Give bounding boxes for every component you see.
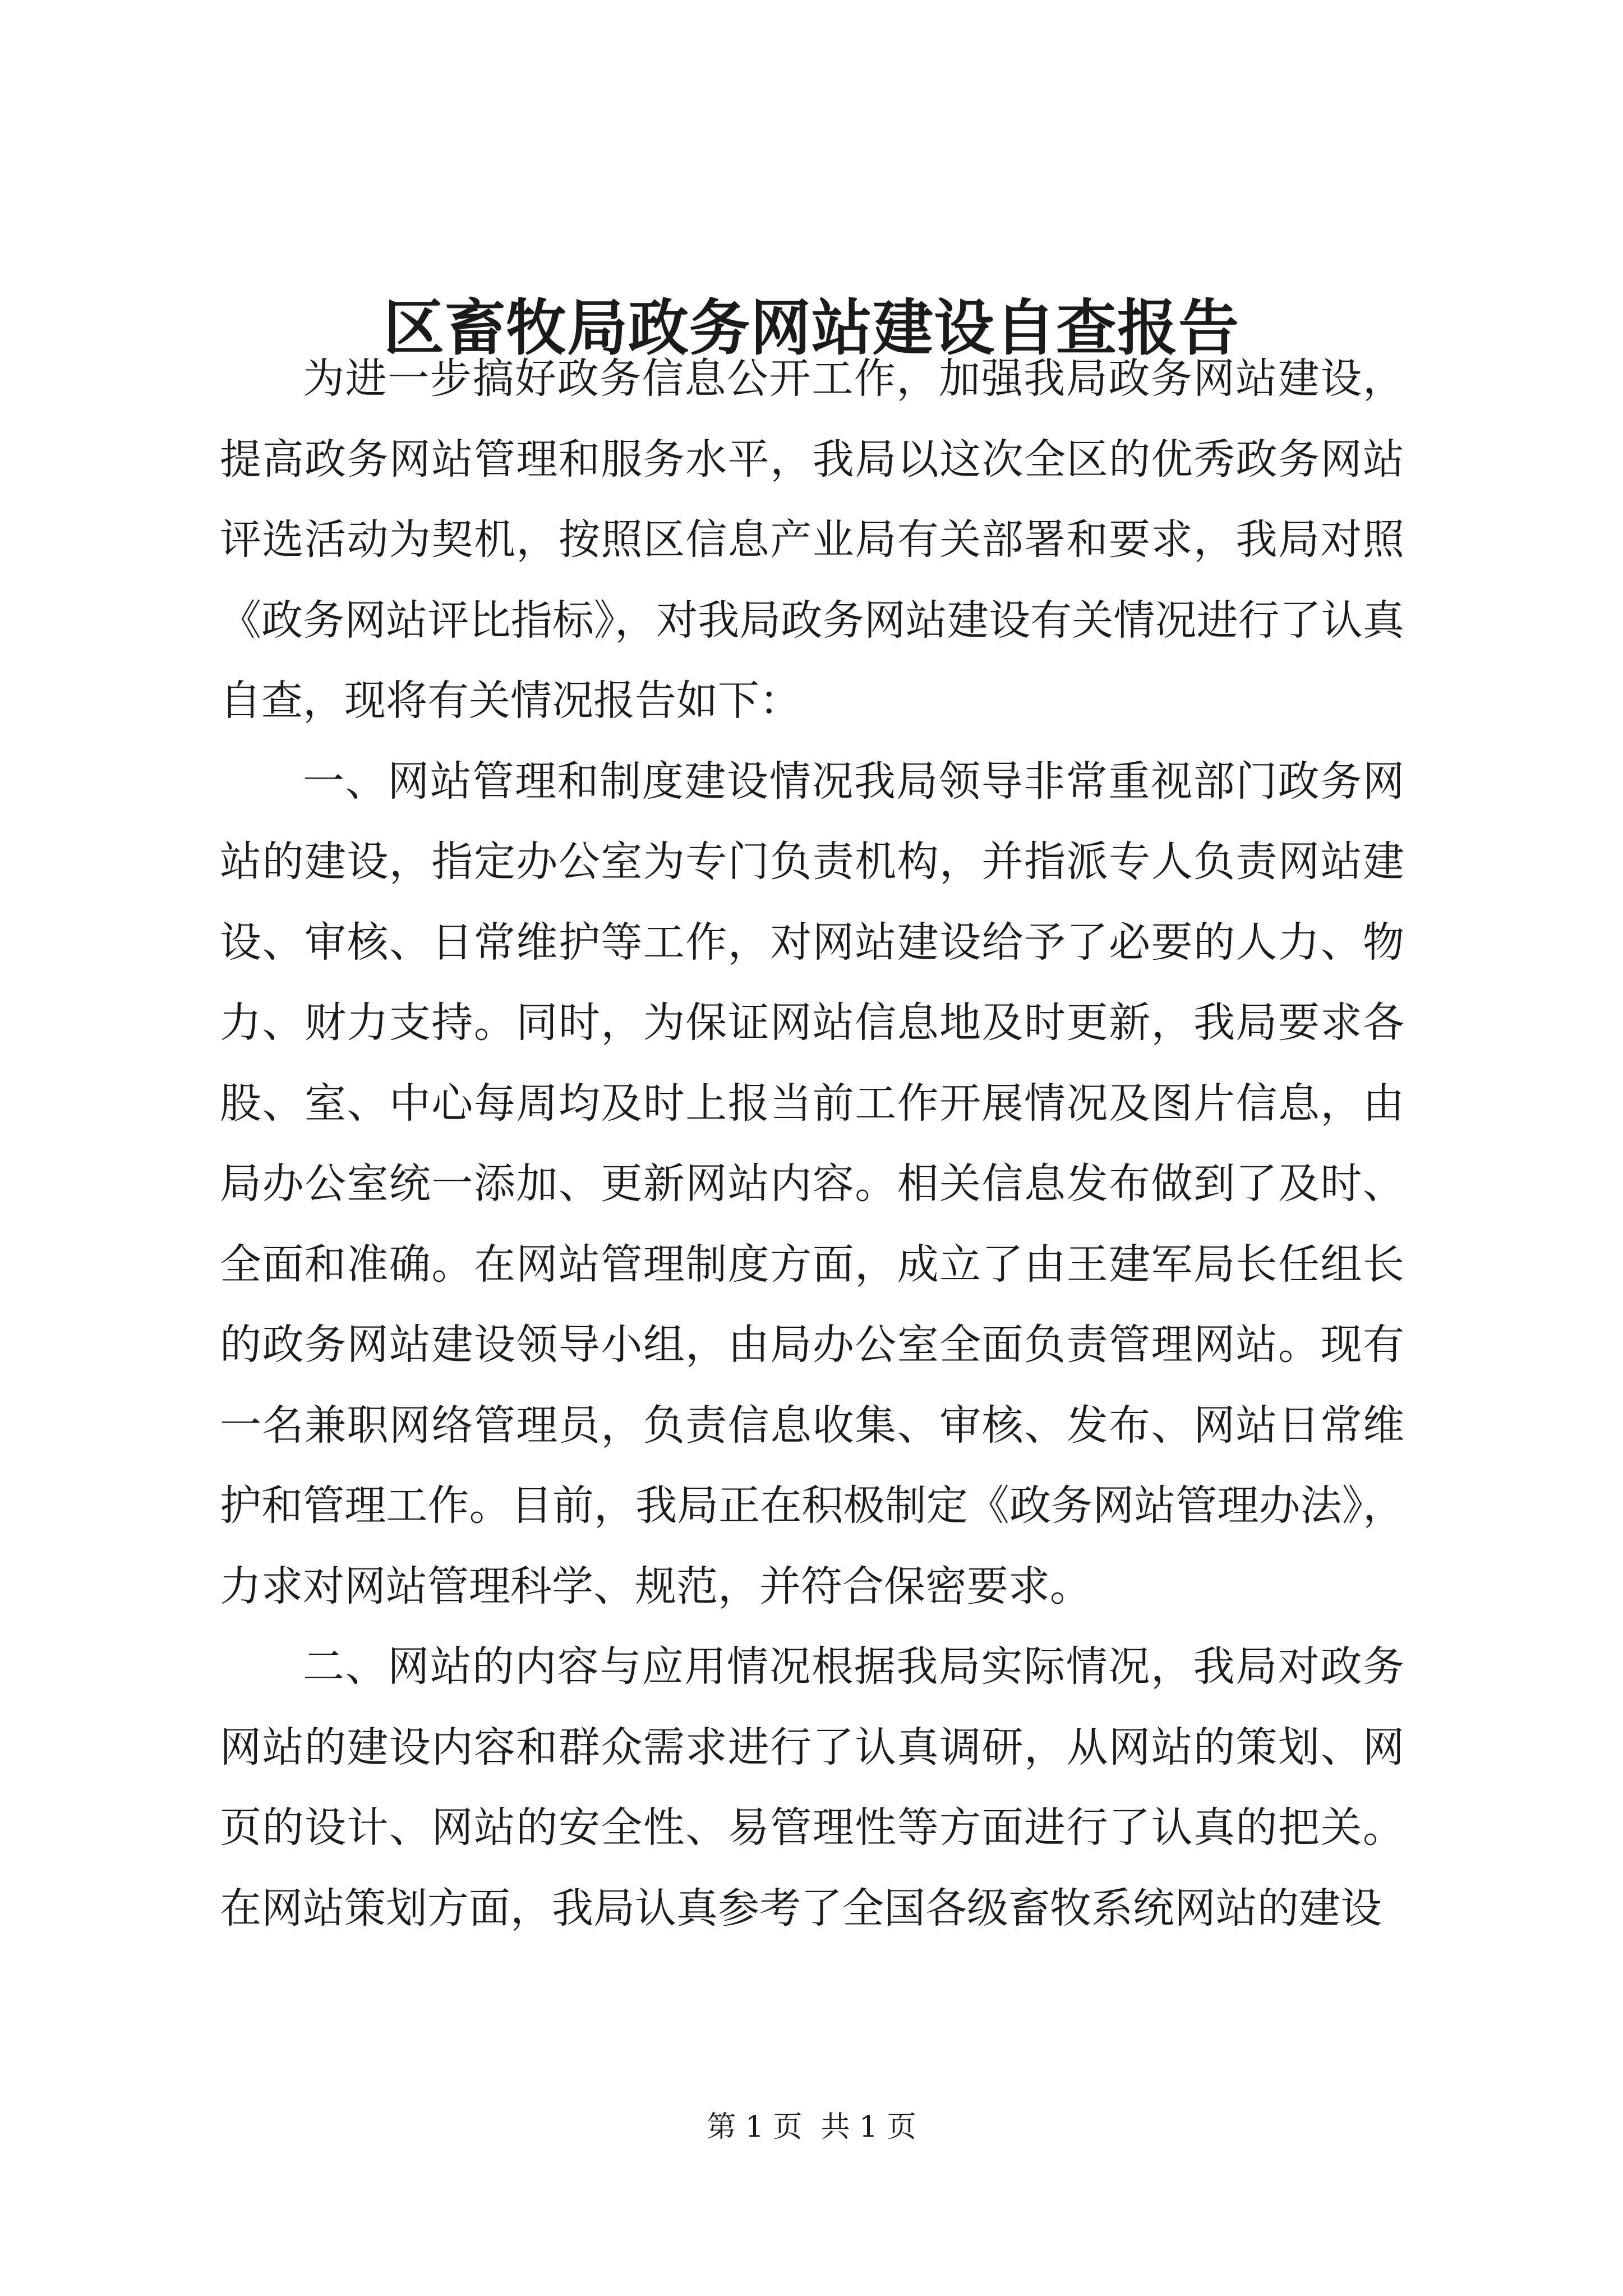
document-body <box>220 339 1404 1949</box>
document-title: 区畜牧局政务网站建设自查报告 <box>383 293 1239 364</box>
paragraph-section-2: 二、网站的内容与应用情况根据我局实际情况，我局对政务网站的建设内容和群众需求进行了认真调研，从网站的策划、网页的设计、网站的安全性、易管理性等方面进行了认真的把关。在网站策划方面，我局认真参考了全国各级畜牧系统网站的建设 <box>220 1642 1404 1932</box>
paragraph-section-1: 一、网站管理和制度建设情况我局领导非常重视部门政务网站的建设，指定办公室为专门负责机构，并指派专人负责网站建设、审核、日常维护等工作，对网站建设给予了必要的人力、物力、财力支持。同时，为保证网站信息地及时更新，我局要求各股、室、中心每周均及时上报当前工作开展情况及图片信息，由局办公室统一添加、更新网站内容。相关信息发布做到了及时、全面和准确。在网站管理制度方面，成立了由王建军局长任组长的政务网站建设领导小组，由局办公室全面负责管理网站。现有一名兼职网络管理员，负责信息收集、审核、发布、网站日常维护和管理工作。目前，我局正在积极制定《政务网站管理办法》，力求对网站管理科学、规范，并符合保密要求。 <box>220 757 1404 1611</box>
paragraph-intro: 为进一步搞好政务信息公开工作，加强我局政务网站建设，提高政务网站管理和服务水平，我局以这次全区的优秀政务网站评选活动为契机，按照区信息产业局有关部署和要求，我局对照《政务网站评比指标》，对我局政务网站建设有关情况进行了认真自查，现将有关情况报告如下： <box>220 355 1404 725</box>
page-footer <box>0 2105 1623 2150</box>
page-number-label: 第 1 页 共 1 页 <box>707 2110 916 2144</box>
